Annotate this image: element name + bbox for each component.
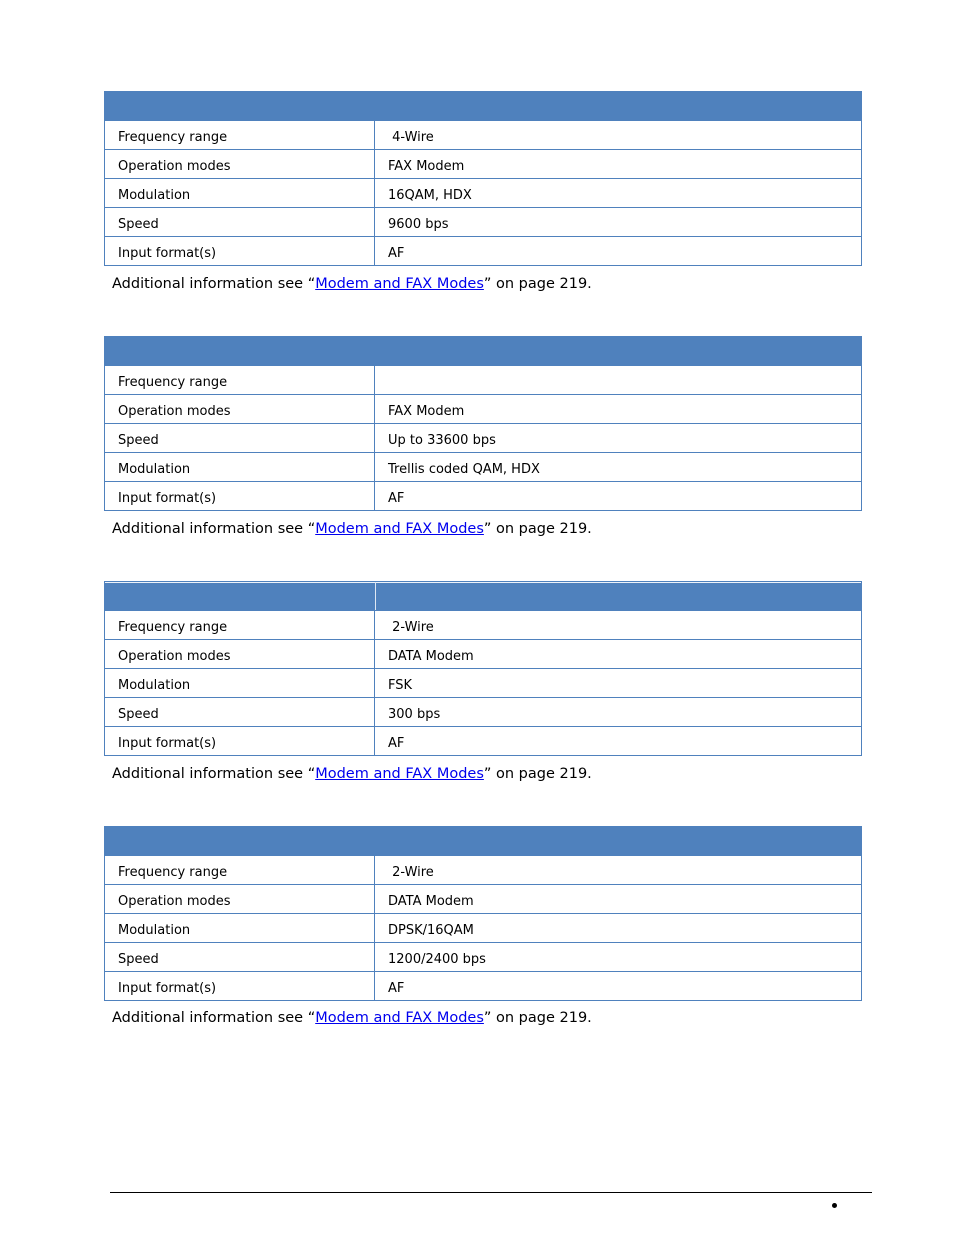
note-prefix: Additional information see “	[112, 1010, 316, 1026]
row-label: Modulation	[105, 179, 375, 207]
table-row	[105, 120, 861, 149]
additional-info-note	[112, 275, 592, 293]
row-value: DATA Modem	[388, 649, 474, 664]
header-rule	[105, 582, 861, 583]
note-prefix: Additional information see “	[112, 521, 316, 537]
row-label: Modulation	[105, 453, 375, 481]
row-value: AF	[388, 981, 405, 996]
table-header	[105, 92, 861, 120]
table-row	[105, 668, 861, 697]
note-prefix: Additional information see “	[112, 766, 316, 782]
table-row	[105, 178, 861, 207]
row-value: Trellis coded QAM, HDX	[388, 462, 540, 477]
spec-table-4	[104, 826, 862, 1001]
row-value: DATA Modem	[388, 894, 474, 909]
row-label: Operation modes	[105, 885, 375, 913]
table-row	[105, 365, 861, 394]
row-value: FAX Modem	[388, 404, 465, 419]
row-value: 2-Wire	[388, 620, 434, 635]
table-row	[105, 423, 861, 452]
table-row	[105, 884, 861, 913]
row-value: 1200/2400 bps	[388, 952, 486, 967]
table-row	[105, 207, 861, 236]
row-value: 16QAM, HDX	[388, 188, 472, 203]
note-suffix: ” on page 219.	[483, 1010, 592, 1026]
modem-fax-modes-link[interactable]: Modem and FAX Modes	[315, 521, 484, 537]
row-label: Frequency range	[105, 366, 375, 394]
additional-info-note	[112, 765, 592, 783]
spec-table-1	[104, 91, 862, 266]
table-row	[105, 452, 861, 481]
table-row	[105, 971, 861, 1000]
row-value: Up to 33600 bps	[388, 433, 496, 448]
table-header	[105, 827, 861, 855]
table-header	[105, 582, 861, 610]
modem-fax-modes-link[interactable]: Modem and FAX Modes	[315, 1010, 484, 1026]
row-value: 9600 bps	[388, 217, 449, 232]
row-value: FSK	[388, 678, 413, 693]
row-label: Speed	[105, 208, 375, 236]
row-label: Operation modes	[105, 150, 375, 178]
row-label: Frequency range	[105, 856, 375, 884]
table-row	[105, 610, 861, 639]
note-suffix: ” on page 219.	[483, 521, 592, 537]
row-label: Operation modes	[105, 395, 375, 423]
table-row	[105, 149, 861, 178]
row-value: AF	[388, 246, 405, 261]
note-suffix: ” on page 219.	[483, 276, 592, 292]
additional-info-note	[112, 520, 592, 538]
table-row	[105, 913, 861, 942]
header-divider	[375, 582, 376, 610]
table-header	[105, 337, 861, 365]
note-suffix: ” on page 219.	[483, 766, 592, 782]
row-label: Speed	[105, 424, 375, 452]
spec-table-2	[104, 336, 862, 511]
row-value: AF	[388, 736, 405, 751]
table-row	[105, 639, 861, 668]
table-row	[105, 481, 861, 510]
row-label: Input format(s)	[105, 727, 375, 755]
row-label: Modulation	[105, 669, 375, 697]
note-prefix: Additional information see “	[112, 276, 316, 292]
row-label: Speed	[105, 698, 375, 726]
spec-table-3	[104, 581, 862, 756]
modem-fax-modes-link[interactable]: Modem and FAX Modes	[315, 766, 484, 782]
table-row	[105, 855, 861, 884]
row-label: Operation modes	[105, 640, 375, 668]
row-label: Input format(s)	[105, 972, 375, 1000]
row-label: Modulation	[105, 914, 375, 942]
row-label: Input format(s)	[105, 482, 375, 510]
table-row	[105, 236, 861, 265]
row-label: Input format(s)	[105, 237, 375, 265]
row-label: Frequency range	[105, 611, 375, 639]
row-label: Speed	[105, 943, 375, 971]
row-value: 4-Wire	[388, 130, 434, 145]
additional-info-note	[112, 1009, 592, 1027]
table-row	[105, 942, 861, 971]
row-value	[375, 366, 861, 394]
table-row	[105, 394, 861, 423]
row-value: AF	[388, 491, 405, 506]
table-row	[105, 726, 861, 755]
row-value: FAX Modem	[388, 159, 465, 174]
modem-fax-modes-link[interactable]: Modem and FAX Modes	[315, 276, 484, 292]
row-value: 2-Wire	[388, 865, 434, 880]
row-value: 300 bps	[388, 707, 441, 722]
row-value: DPSK/16QAM	[388, 923, 474, 938]
row-label: Frequency range	[105, 121, 375, 149]
footer-divider	[110, 1192, 872, 1193]
footer-bullet-icon	[832, 1203, 837, 1208]
table-row	[105, 697, 861, 726]
